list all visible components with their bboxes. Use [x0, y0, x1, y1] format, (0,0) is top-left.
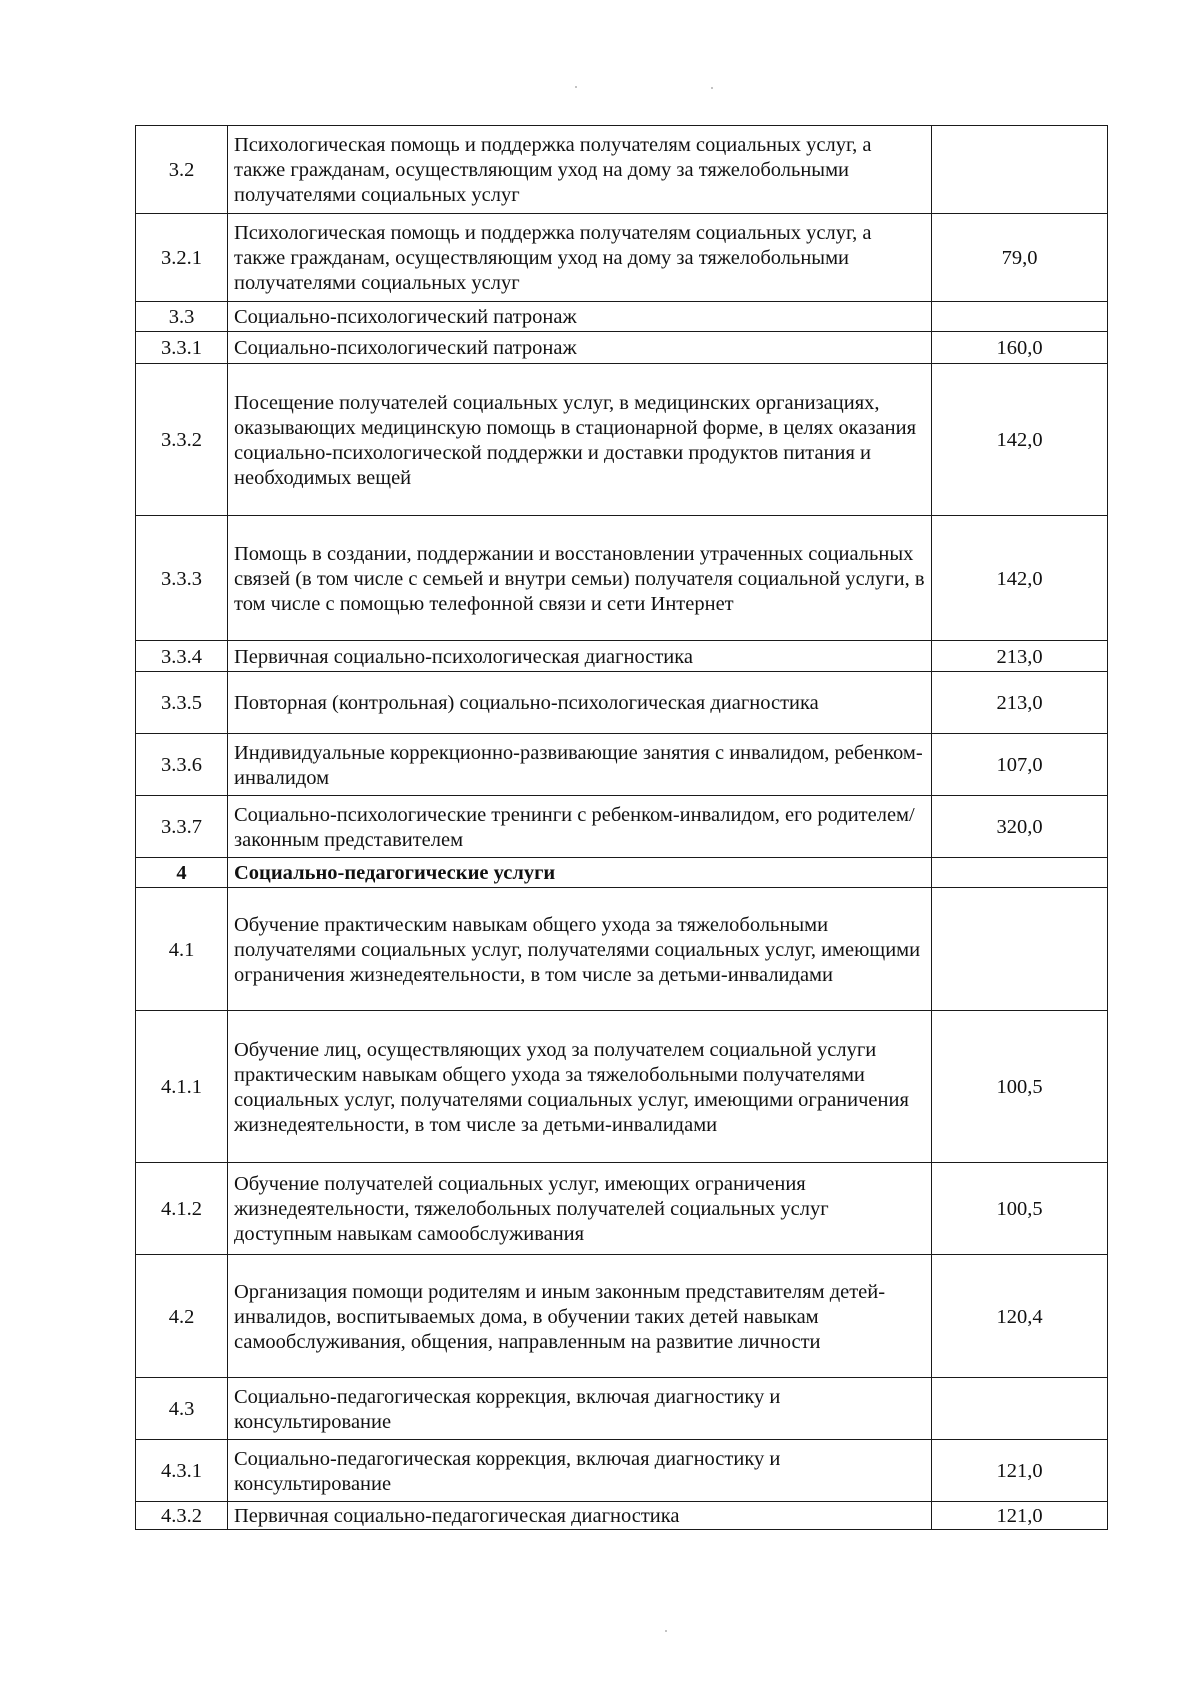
row-number: 3.3.3 [136, 516, 228, 641]
service-price: 142,0 [932, 516, 1108, 641]
row-number: 4.1.2 [136, 1163, 228, 1255]
scan-speck [665, 1630, 667, 1632]
row-number: 4.3.1 [136, 1440, 228, 1502]
service-price: 121,0 [932, 1440, 1108, 1502]
table-row [136, 672, 1108, 734]
table-row [136, 1502, 1108, 1530]
service-name: Социально-психологический патронаж [228, 332, 932, 364]
service-price: 213,0 [932, 641, 1108, 672]
table-row [136, 888, 1108, 1011]
table-row [136, 332, 1108, 364]
service-name: Посещение получателей социальных услуг, в медицинских организациях, оказывающих медицинскую помощь в стационарной форме, в целях оказания социально-психологической поддержки и доставки продуктов питания и необходимых вещей [228, 364, 932, 516]
service-price [932, 858, 1108, 888]
row-number: 4.3 [136, 1378, 228, 1440]
row-number: 3.3.1 [136, 332, 228, 364]
service-name: Повторная (контрольная) социально-психологическая диагностика [228, 672, 932, 734]
table-row [136, 734, 1108, 796]
row-number: 4.1.1 [136, 1011, 228, 1163]
service-name: Первичная социально-психологическая диагностика [228, 641, 932, 672]
service-name: Социально-педагогическая коррекция, включая диагностику и консультирование [228, 1440, 932, 1502]
service-price: 160,0 [932, 332, 1108, 364]
service-price: 79,0 [932, 214, 1108, 302]
table-row [136, 1255, 1108, 1378]
row-number: 3.3.7 [136, 796, 228, 858]
service-price: 120,4 [932, 1255, 1108, 1378]
service-price: 107,0 [932, 734, 1108, 796]
service-price [932, 126, 1108, 214]
row-number: 4.2 [136, 1255, 228, 1378]
table-row [136, 1011, 1108, 1163]
service-name: Психологическая помощь и поддержка получателям социальных услуг, а также гражданам, осуществляющим уход на дому за тяжелобольными получателями социальных услуг [228, 214, 932, 302]
service-name: Социально-психологические тренинги с ребенком-инвалидом, его родителем/законным представителем [228, 796, 932, 858]
scan-speck [575, 86, 577, 88]
table-row [136, 516, 1108, 641]
row-number: 3.3 [136, 302, 228, 332]
section-number: 4 [136, 858, 228, 888]
table-row [136, 214, 1108, 302]
service-name: Обучение лиц, осуществляющих уход за получателем социальной услуги практическим навыкам общего ухода за тяжелобольными получателями социальных услуг, получателями социальных услуг, имеющими ограничения жизнедеятельности, в том числе за детьми-инвалидами [228, 1011, 932, 1163]
service-name: Обучение практическим навыкам общего ухода за тяжелобольными получателями социальных услуг, получателями социальных услуг, имеющими ограничения жизнедеятельности, в том числе за детьми-инвалидами [228, 888, 932, 1011]
service-price: 100,5 [932, 1163, 1108, 1255]
row-number: 3.3.2 [136, 364, 228, 516]
table-row [136, 1163, 1108, 1255]
service-price [932, 888, 1108, 1011]
service-price: 142,0 [932, 364, 1108, 516]
table-row [136, 1440, 1108, 1502]
service-name: Организация помощи родителям и иным законным представителям детей-инвалидов, воспитываемых дома, в обучении таких детей навыкам самообслуживания, общения, направленным на развитие личности [228, 1255, 932, 1378]
row-number: 3.3.4 [136, 641, 228, 672]
table-row [136, 302, 1108, 332]
service-price [932, 302, 1108, 332]
service-price: 320,0 [932, 796, 1108, 858]
row-number: 3.2.1 [136, 214, 228, 302]
service-price [932, 1378, 1108, 1440]
table-row [136, 126, 1108, 214]
service-price: 100,5 [932, 1011, 1108, 1163]
service-price: 213,0 [932, 672, 1108, 734]
table-row [136, 796, 1108, 858]
row-number: 4.1 [136, 888, 228, 1011]
row-number: 3.3.6 [136, 734, 228, 796]
row-number: 3.2 [136, 126, 228, 214]
row-number: 3.3.5 [136, 672, 228, 734]
section-header-row [136, 858, 1108, 888]
service-name: Первичная социально-педагогическая диагностика [228, 1502, 932, 1530]
service-name: Обучение получателей социальных услуг, имеющих ограничения жизнедеятельности, тяжелобольных получателей социальных услуг доступным навыкам самообслуживания [228, 1163, 932, 1255]
service-price: 121,0 [932, 1502, 1108, 1530]
table-row [136, 641, 1108, 672]
section-title: Социально-педагогические услуги [228, 858, 932, 888]
row-number: 4.3.2 [136, 1502, 228, 1530]
service-name: Психологическая помощь и поддержка получателям социальных услуг, а также гражданам, осуществляющим уход на дому за тяжелобольными получателями социальных услуг [228, 126, 932, 214]
service-name: Социально-педагогическая коррекция, включая диагностику и консультирование [228, 1378, 932, 1440]
services-price-table [135, 125, 1108, 1530]
scan-speck [711, 87, 713, 89]
service-name: Помощь в создании, поддержании и восстановлении утраченных социальных связей (в том числе с семьей и внутри семьи) получателя социальной услуги, в том числе с помощью телефонной связи и сети Интернет [228, 516, 932, 641]
service-name: Индивидуальные коррекционно-развивающие занятия с инвалидом, ребенком-инвалидом [228, 734, 932, 796]
service-name: Социально-психологический патронаж [228, 302, 932, 332]
table-row [136, 1378, 1108, 1440]
table-row [136, 364, 1108, 516]
